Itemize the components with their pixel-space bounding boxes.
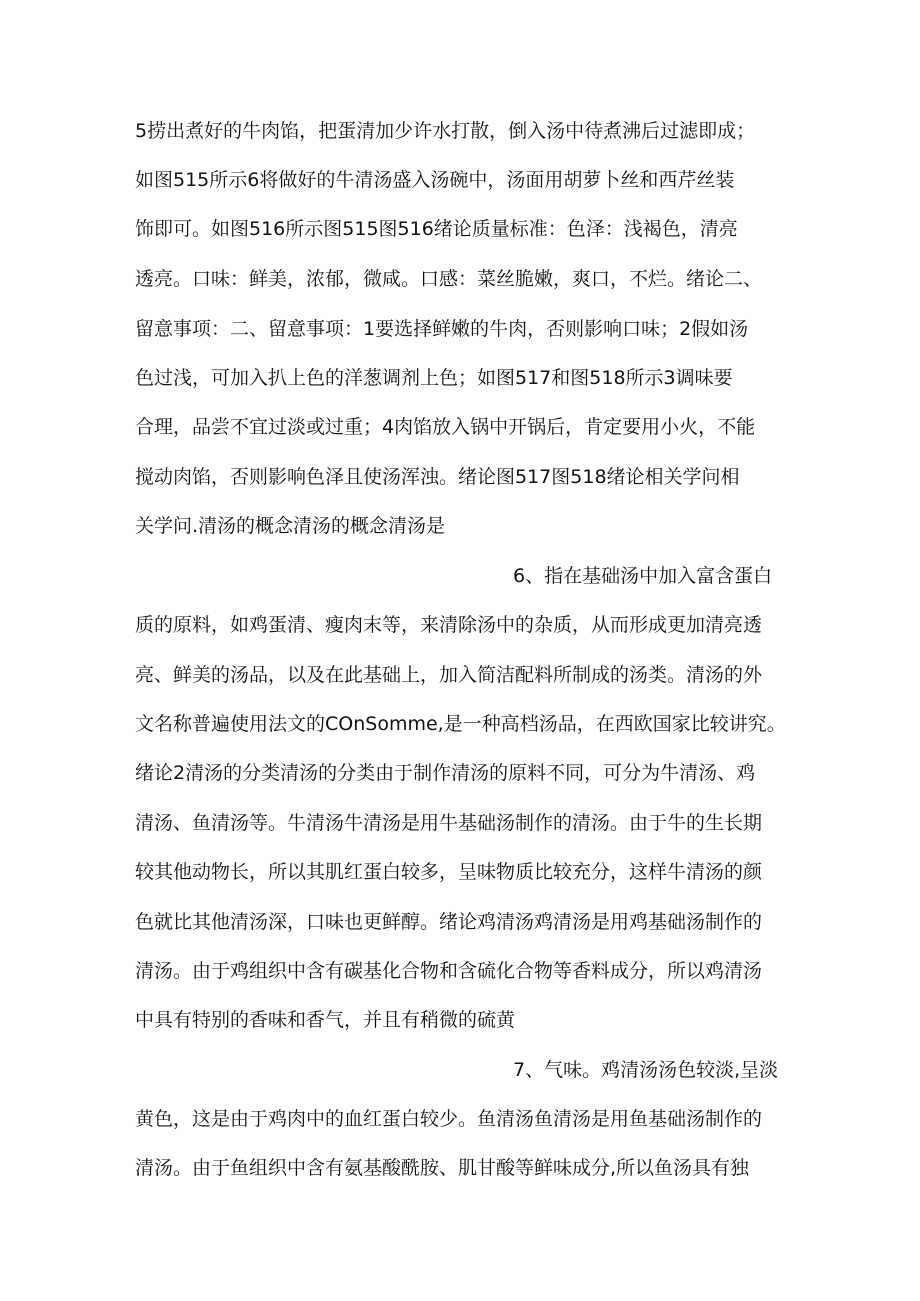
text-line: 色就比其他清汤深，口味也更鲜醇。绪论鸡清汤鸡清汤是用鸡基础汤制作的 <box>135 911 763 933</box>
text-line: 关学问.清汤的概念清汤的概念清汤是 <box>135 515 446 537</box>
text-line: 中具有特别的香味和香气，并且有稍微的硫黄 <box>135 1009 516 1031</box>
text-line: 5捞出煮好的牛肉馅，把蛋清加少许水打散，倒入汤中待煮沸后过滤即成； <box>135 120 756 142</box>
text-line: 如图515所示6将做好的牛清汤盛入汤碗中，汤面用胡萝卜丝和西芹丝装 <box>135 169 735 191</box>
text-line: 搅动肉馅，否则影响色泽且使汤浑浊。绪论图517图518绪论相关学问相 <box>135 466 740 488</box>
text-line: 饰即可。如图516所示图515图516绪论质量标准：色泽：浅褐色，清亮 <box>135 218 738 240</box>
text-line: 色过浅，可加入扒上色的洋葱调剂上色；如图517和图518所示3调味要 <box>135 367 733 389</box>
text-line: 文名称普遍使用法文的COnSomme,是一种高档汤品，在西欧国家比较讲究。 <box>135 713 786 735</box>
text-line: 较其他动物长，所以其肌红蛋白较多，呈味物质比较充分，这样牛清汤的颜 <box>135 861 763 883</box>
text-line: 清汤、鱼清汤等。牛清汤牛清汤是用牛基础汤制作的清汤。由于牛的生长期 <box>135 812 763 834</box>
section-7-heading-line: 7、气味。鸡清汤汤色较淡,呈淡 <box>513 1059 779 1081</box>
text-line: 清汤。由于鸡组织中含有碳基化合物和含硫化合物等香料成分，所以鸡清汤 <box>135 960 763 982</box>
text-line: 亮、鲜美的汤品，以及在此基础上，加入简洁配料所制成的汤类。清汤的外 <box>135 664 763 686</box>
text-line: 绪论2清汤的分类清汤的分类由于制作清汤的原料不同，可分为牛清汤、鸡 <box>135 762 756 784</box>
text-line: 质的原料，如鸡蛋清、瘦肉末等，来清除汤中的杂质，从而形成更加清亮透 <box>135 614 763 636</box>
text-line: 合理，品尝不宜过淡或过重；4肉馅放入锅中开锅后，肯定要用小火，不能 <box>135 416 756 438</box>
text-line: 清汤。由于鱼组织中含有氨基酸酰胺、肌甘酸等鲜味成分,所以鱼汤具有独 <box>135 1157 750 1179</box>
text-line: 留意事项：二、留意事项：1要选择鲜嫩的牛肉，否则影响口味；2假如汤 <box>135 318 749 340</box>
text-line: 透亮。口味：鲜美，浓郁，微咸。口感：菜丝脆嫩，爽口，不烂。绪论二、 <box>135 268 763 290</box>
section-6-heading-line: 6、指在基础汤中加入富含蛋白 <box>513 565 773 587</box>
text-line: 黄色，这是由于鸡肉中的血红蛋白较少。鱼清汤鱼清汤是用鱼基础汤制作的 <box>135 1108 763 1130</box>
